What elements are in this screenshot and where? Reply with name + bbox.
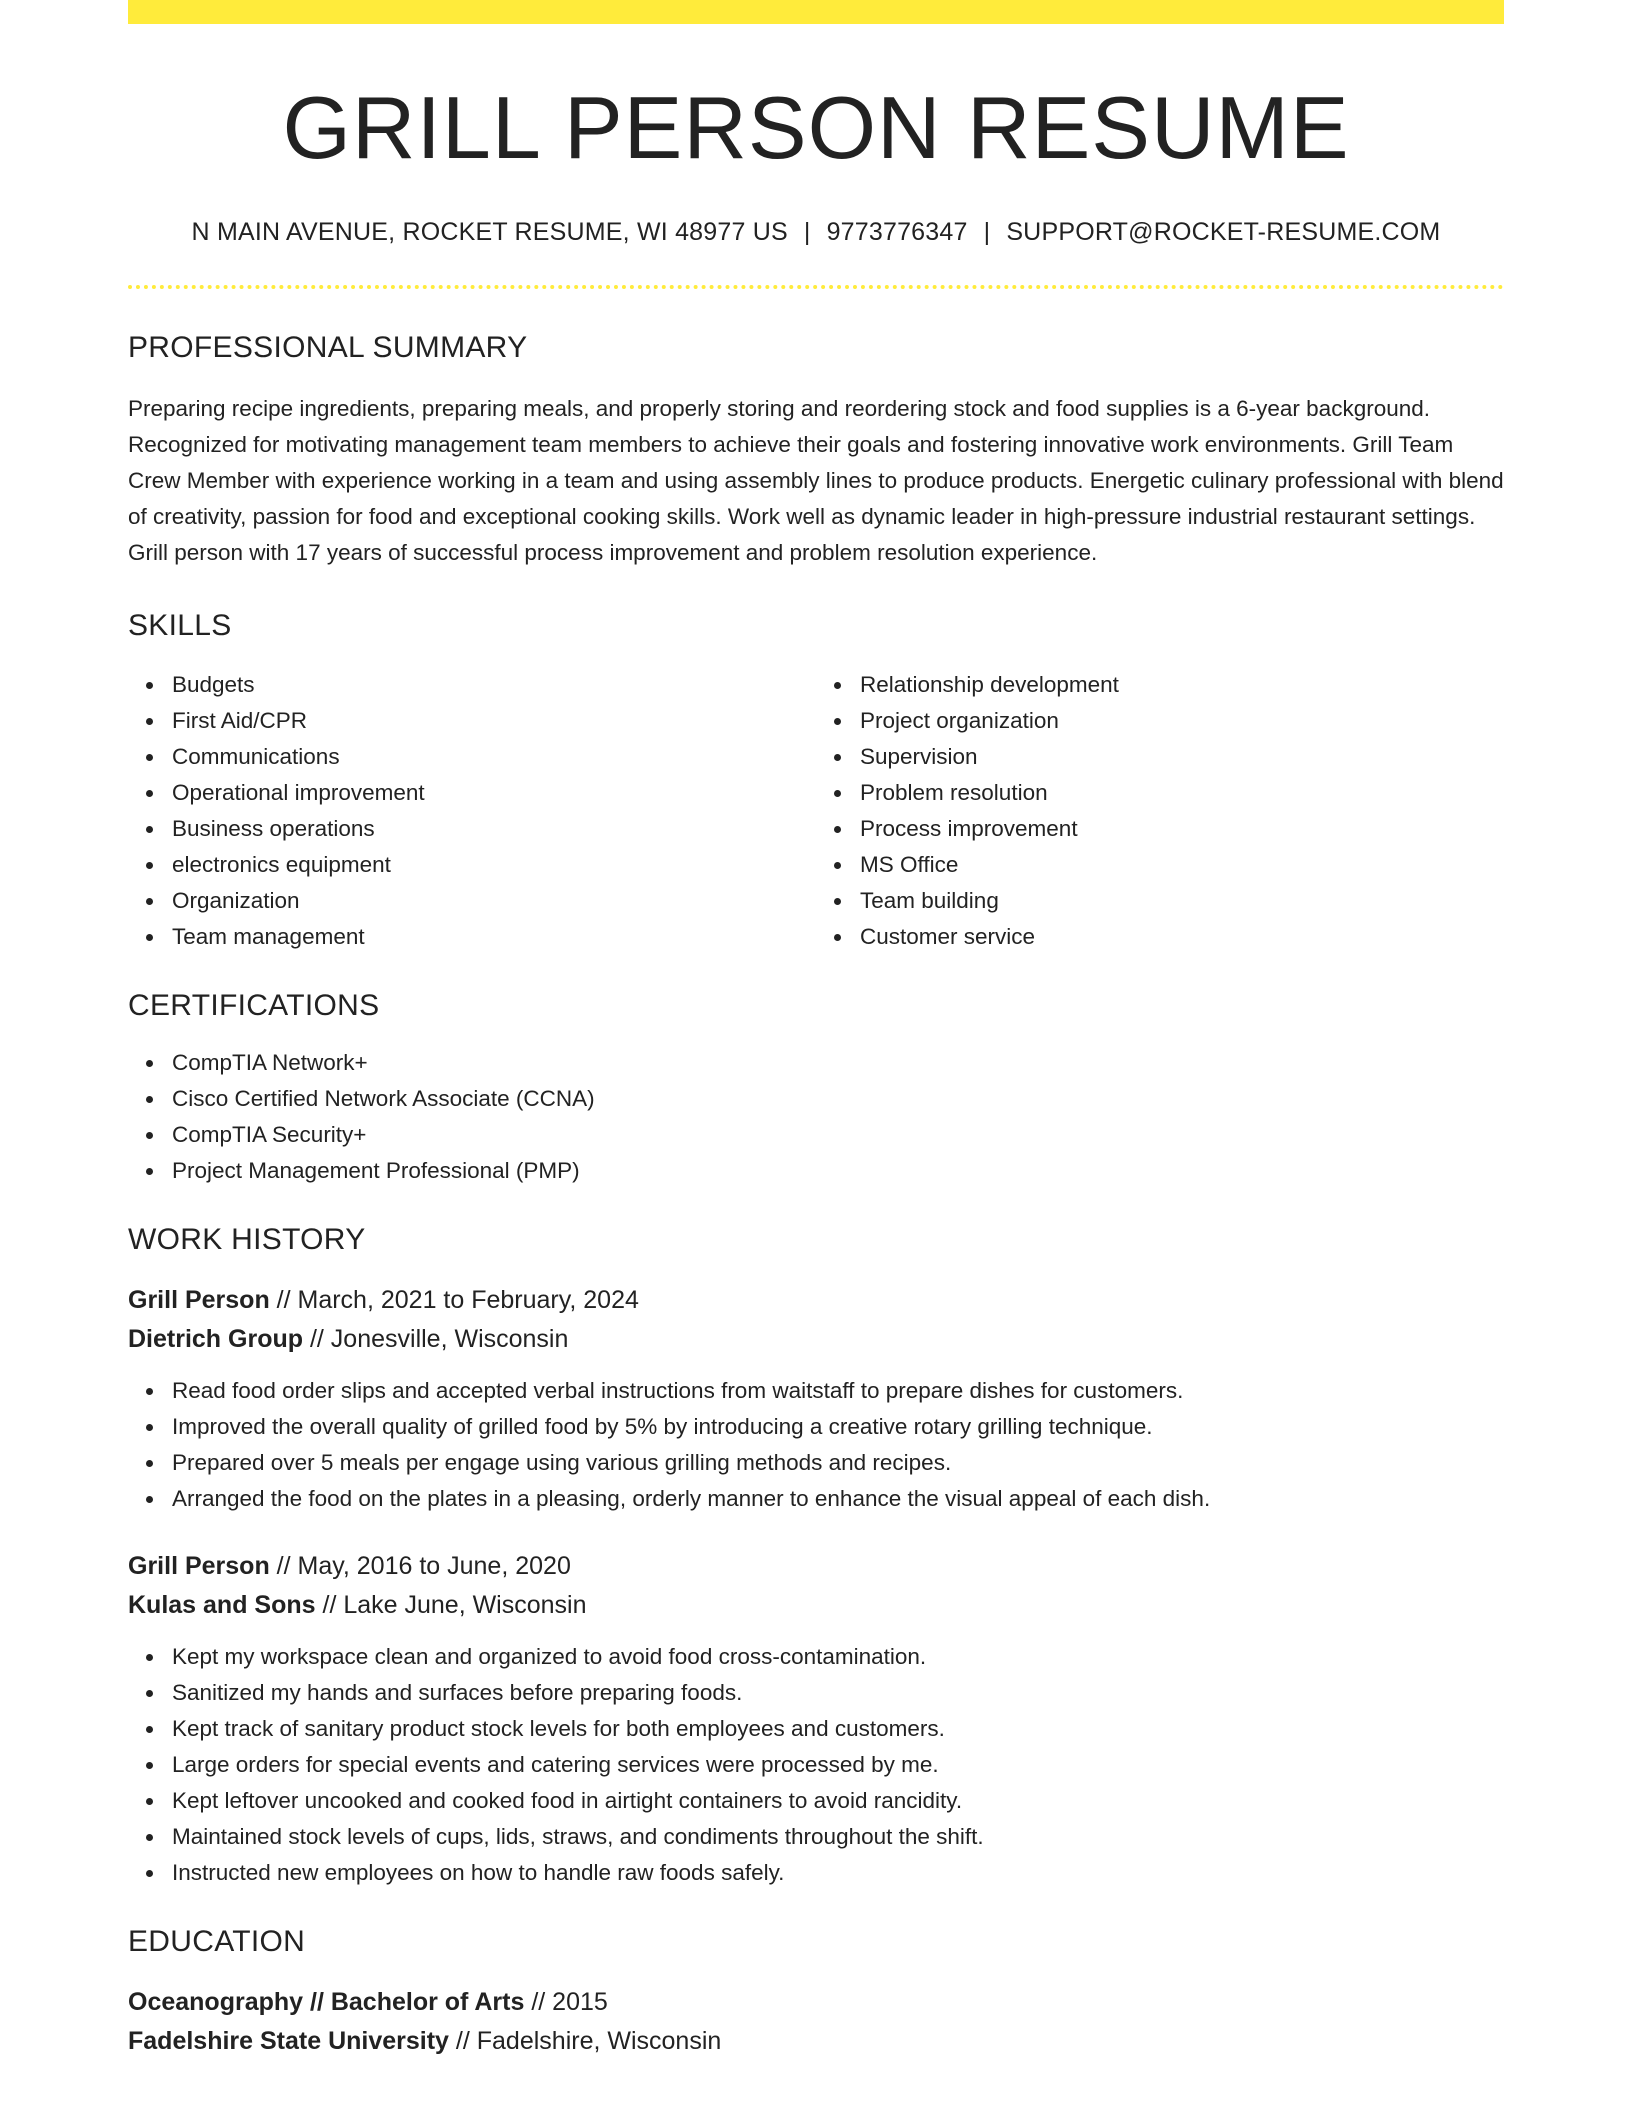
skill-item: Team building: [860, 883, 1504, 919]
job-duty-item: Instructed new employees on how to handle raw foods safely.: [172, 1855, 1504, 1891]
skills-list-right: [816, 667, 1504, 955]
skill-item: Relationship development: [860, 667, 1504, 703]
certification-item: Project Management Professional (PMP): [172, 1153, 1504, 1189]
education-degree: Oceanography // Bachelor of Arts: [128, 1988, 525, 2017]
job-duty-item: Maintained stock levels of cups, lids, straws, and condiments throughout the shift.: [172, 1819, 1504, 1855]
job-company: Kulas and Sons: [128, 1591, 316, 1620]
education-school-line: [128, 2022, 1504, 2061]
education-entry: [128, 1983, 1504, 2061]
job-location: // Jonesville, Wisconsin: [303, 1325, 569, 1354]
resume-title: GRILL PERSON RESUME: [282, 78, 1350, 177]
job-entry: [128, 1547, 1504, 1891]
job-role: Grill Person: [128, 1286, 270, 1315]
job-role-line: [128, 1281, 1504, 1320]
skill-item: Budgets: [172, 667, 816, 703]
job-duty-item: Arranged the food on the plates in a pleasing, orderly manner to enhance the visual appeal of each dish.: [172, 1481, 1504, 1517]
contact-address: N MAIN AVENUE, ROCKET RESUME, WI 48977 US: [191, 218, 788, 247]
skill-item: Project organization: [860, 703, 1504, 739]
summary-heading: PROFESSIONAL SUMMARY: [128, 331, 528, 365]
job-location: // Lake June, Wisconsin: [315, 1591, 587, 1620]
accent-top-bar: [128, 0, 1504, 24]
skill-item: Business operations: [172, 811, 816, 847]
job-role-line: [128, 1547, 1504, 1586]
job-dates: // May, 2016 to June, 2020: [269, 1552, 571, 1581]
job-company-line: [128, 1586, 1504, 1625]
skill-item: First Aid/CPR: [172, 703, 816, 739]
dotted-divider: [128, 285, 1504, 289]
job-duty-item: Large orders for special events and catering services were processed by me.: [172, 1747, 1504, 1783]
job-duties-list: [128, 1639, 1504, 1891]
education-heading: EDUCATION: [128, 1925, 306, 1959]
job-duty-item: Kept leftover uncooked and cooked food in airtight containers to avoid rancidity.: [172, 1783, 1504, 1819]
job-dates: // March, 2021 to February, 2024: [269, 1286, 639, 1315]
education-degree-line: [128, 1983, 1504, 2022]
job-duties-list: [128, 1373, 1504, 1517]
skill-item: electronics equipment: [172, 847, 816, 883]
skill-item: Organization: [172, 883, 816, 919]
job-role: Grill Person: [128, 1552, 270, 1581]
job-duty-item: Prepared over 5 meals per engage using various grilling methods and recipes.: [172, 1445, 1504, 1481]
certification-item: CompTIA Security+: [172, 1117, 1504, 1153]
job-entry: [128, 1281, 1504, 1517]
contact-separator: |: [983, 218, 991, 247]
skill-item: Problem resolution: [860, 775, 1504, 811]
education-location: // Fadelshire, Wisconsin: [448, 2027, 722, 2056]
job-company: Dietrich Group: [128, 1325, 304, 1354]
contact-phone: 9773776347: [826, 218, 968, 247]
job-duty-item: Kept track of sanitary product stock levels for both employees and customers.: [172, 1711, 1504, 1747]
contact-email: SUPPORT@ROCKET-RESUME.COM: [1006, 218, 1441, 247]
skill-item: Process improvement: [860, 811, 1504, 847]
certifications-heading: CERTIFICATIONS: [128, 989, 380, 1023]
skills-columns: [128, 667, 1504, 955]
job-company-line: [128, 1320, 1504, 1359]
contact-separator: |: [803, 218, 811, 247]
skill-item: Supervision: [860, 739, 1504, 775]
education-year: // 2015: [524, 1988, 608, 2017]
certification-item: Cisco Certified Network Associate (CCNA): [172, 1081, 1504, 1117]
work-history-heading: WORK HISTORY: [128, 1223, 366, 1257]
skills-list-left: [128, 667, 816, 955]
resume-page: [128, 0, 1504, 2061]
job-duty-item: Improved the overall quality of grilled food by 5% by introducing a creative rotary grilling technique.: [172, 1409, 1504, 1445]
skill-item: Communications: [172, 739, 816, 775]
job-duty-item: Read food order slips and accepted verbal instructions from waitstaff to prepare dishes for customers.: [172, 1373, 1504, 1409]
job-duty-item: Sanitized my hands and surfaces before preparing foods.: [172, 1675, 1504, 1711]
education-school: Fadelshire State University: [128, 2027, 449, 2056]
skill-item: Team management: [172, 919, 816, 955]
summary-text: Preparing recipe ingredients, preparing meals, and properly storing and reordering stock and food supplies is a 6-year background. Recognized for motivating management team members to achieve their goals and fostering innovative work environments. Grill Team Crew Member with experience working in a team and using assembly lines to produce products. Energetic culinary professional with blend of creativity, passion for food and exceptional cooking skills. Work well as dynamic leader in high-pressure industrial restaurant settings. Grill person with 17 years of successful process improvement and problem resolution experience.: [128, 396, 1504, 566]
contact-line: [128, 218, 1504, 247]
skill-item: Operational improvement: [172, 775, 816, 811]
skills-heading: SKILLS: [128, 609, 232, 643]
certifications-list: [128, 1045, 1504, 1189]
job-duty-item: Kept my workspace clean and organized to avoid food cross-contamination.: [172, 1639, 1504, 1675]
certification-item: CompTIA Network+: [172, 1045, 1504, 1081]
skill-item: Customer service: [860, 919, 1504, 955]
skill-item: MS Office: [860, 847, 1504, 883]
